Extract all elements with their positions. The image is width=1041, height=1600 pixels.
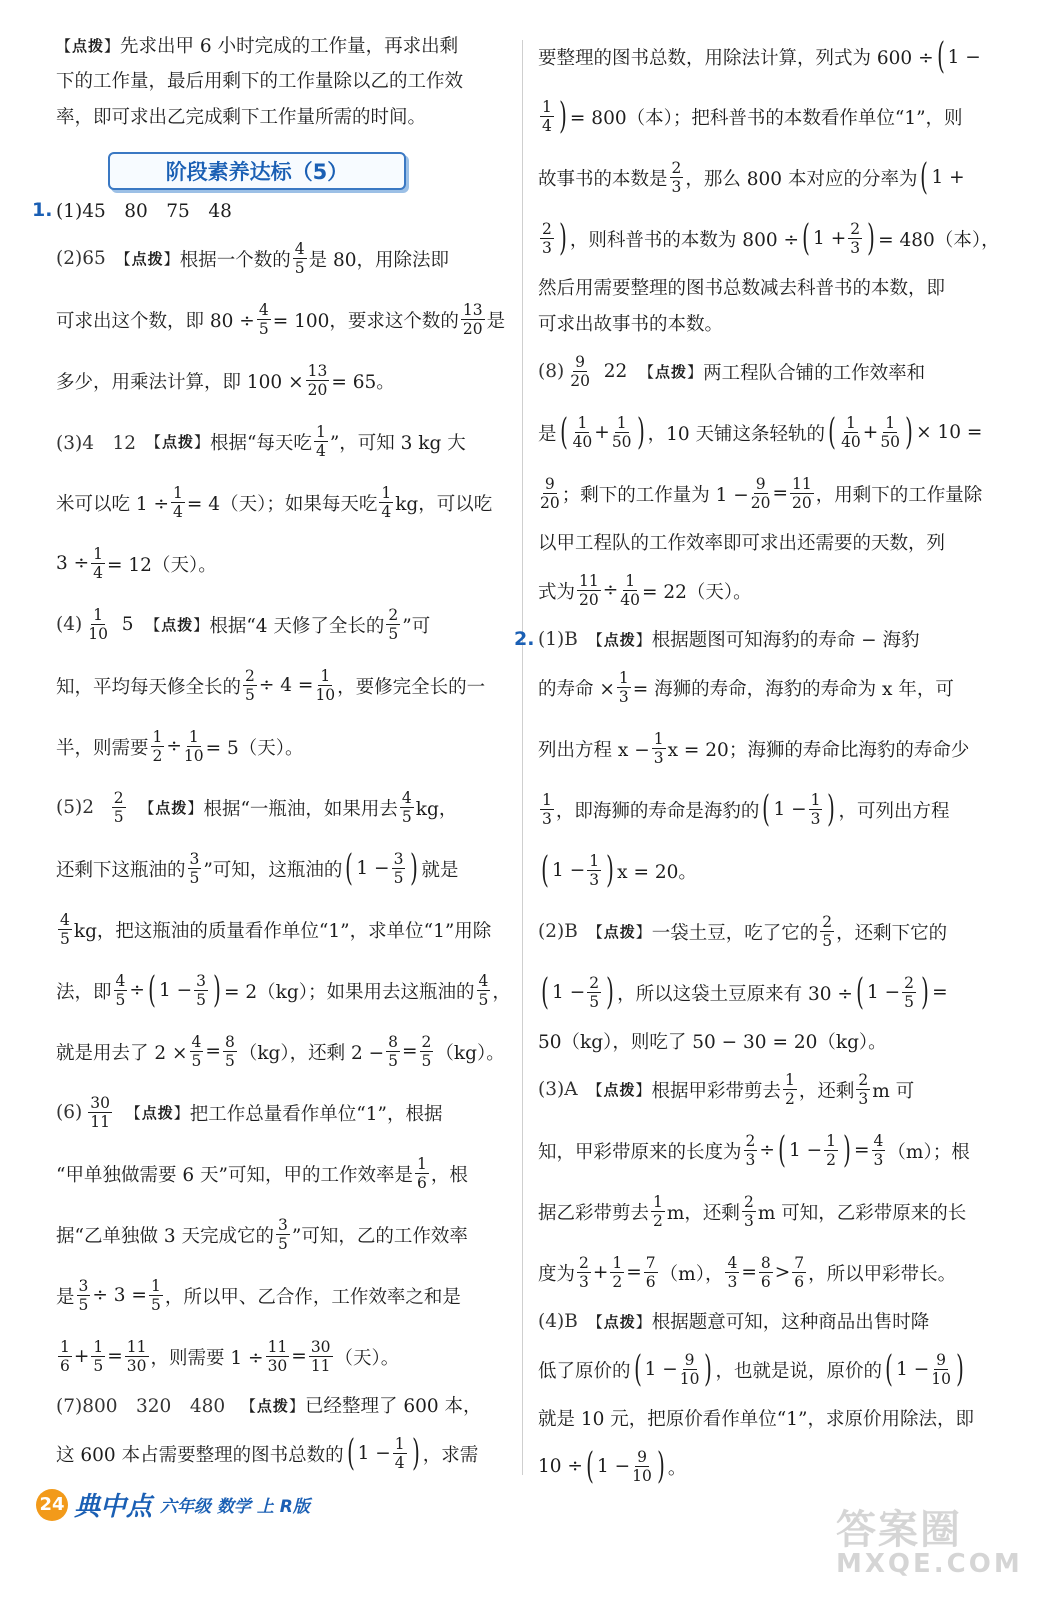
q1-part5-line2: 还剩下这瓶油的 3 5 ”可知，这瓶油的 ( 1 − 3 5 ) 就是 — [56, 847, 459, 889]
q1-part2-line3: 多少，用乘法计算，即 100 × $\frac{13}{20}$ = 65。 — [56, 361, 395, 399]
q1-part6-line4: 是 $\frac{3}{5}$ ÷ 3 = $\frac{1}{5}$ ，所以甲、乙合作，工作效率之和是 — [56, 1276, 461, 1314]
right-column — [514, 28, 1000, 1497]
q2-part2-line1: (2)B 【 点拨 】 一袋土豆，吃了它的 2 5 ，还剩下它的 — [538, 901, 990, 962]
q1-part7-cont-line5: 然后用需要整理的图书总数减去科普书的本数，即 — [538, 278, 946, 299]
hint-tag: 【 点拨 】 — [56, 35, 120, 56]
q1-part4-line3: 半，则需要 $\frac{1}{2}$ ÷ $\frac{1}{10}$ = 5（天）。 — [56, 727, 304, 765]
q1-part8-line1: (8) 9 20 22 【 点拨 】 两工程队合铺的工作效率和 — [538, 341, 990, 402]
q2-part3-line2: 知，甲彩带原来的长度为 $\frac{2}{3}$ ÷ ( 1 − 1 2 ) = $\frac{4}{3}$ （m）；根 — [538, 1129, 970, 1171]
watermark — [836, 1498, 1023, 1588]
q2-part1-line3: 列出方程 x − $\frac{1}{3}$ x = 20；海狮的寿命比海豹的寿命少 — [538, 729, 970, 767]
q2-part4-line3: 就是 10 元，把原价看作单位“1”，求原价用除法，即 — [538, 1409, 974, 1430]
q2-part1-line4: 1 3 ，即海狮的寿命是海豹的 ( 1 − 1 3 ) ，可列出方程 — [542, 788, 950, 830]
intro-line-2: 下的工作量，最后用剩下的工作量除以乙的工作效 — [56, 71, 464, 92]
q1-part7-cont-line6: 可求出故事书的本数。 — [538, 314, 724, 335]
q1-part3-line1: (3)4 12 【 点拨 】 根据“每天吃 1 4 ”，可知 3 kg 大 — [56, 411, 508, 472]
q1-part6-line3: 据“乙单独做 3 天完成它的 3 5 ”可知，乙的工作效率 — [56, 1215, 468, 1253]
q2-part4-line2: 低了原价的 ( 1 − 9 10 ) ，也就是说，原价的 ( 1 − 9 10 ) — [538, 1348, 964, 1390]
q1-part8-line2: 是 ( 1 40 + 1 50 ) ，10 天铺这条轻轨的 ( 1 40 + 1 50 ) × 10 = — [538, 411, 983, 453]
q2-part1-line5: ( 1 − 1 3 ) x = 20。 — [541, 849, 697, 891]
q2-part1-line1: 2. (1)B 【 点拨 】 根据题图可知海豹的寿命 − 海豹 — [538, 621, 990, 657]
page-number: 24 — [36, 1489, 68, 1521]
q1-part5-line1: (5)2 2 5 【 点拨 】 根据“一瓶油，如果用去 4 5 kg， — [56, 777, 508, 838]
q1-part6-line1: (6) 30 11 【 点拨 】 把工作总量看作单位“1”，根据 — [56, 1082, 508, 1143]
q1-part5-line4: 法，即 $\frac{4}{5}$ ÷ ( 1 − 3 5 ) = 2（kg）；如果用去这瓶油的 4 5 ， — [56, 969, 511, 1011]
left-column — [32, 28, 511, 1484]
watermark-line1: 答案圈 — [836, 1507, 962, 1553]
q1-part7-cont-line3: 故事书的本数是 2 3 ，那么 800 本对应的分率为 ( 1 + — [538, 156, 965, 198]
q1-part7-cont-line4: 2 3 ) ，则科普书的本数为 800 ÷ ( 1 + 2 3 ) = 480（本）， — [542, 217, 1000, 259]
question-number: 1. — [32, 199, 53, 221]
q1-part8-line4: 以甲工程队的工作效率即可求出还需要的天数，列 — [538, 533, 946, 554]
fraction: 4 5 — [294, 239, 305, 277]
q2-part3-line4: 度为 2 3 + $\frac{1}{2}$ = $\frac{7}{6}$ （m）， $\frac{4}{3}$ = $\frac{8}{6}$ > 7 6 ，所以甲彩带长。 — [538, 1253, 957, 1291]
section-title: 阶段素养达标（5） — [108, 152, 406, 190]
q2-part2-line3: 50（kg），则吃了 50 − 30 = 20（kg）。 — [538, 1032, 887, 1053]
q1-part7-line2: 这 600 本占需要整理的图书总数的 ( 1 − 1 4 ) ，求需 — [56, 1432, 479, 1474]
q1-part7-line1: (7)800 320 480 【 点拨 】 已经整理了 600 本， — [56, 1387, 508, 1423]
intro-line-1: 【 点拨 】 先求出甲 6 小时完成的工作量，再求出剩 — [56, 28, 508, 62]
q2-part4-line4: 10 ÷ ( 1 − 9 10 ) 。 — [538, 1445, 687, 1487]
q1-part5-line5: 就是用去了 2 × $\frac{4}{5}$ = $\frac{8}{5}$ （kg），还剩 2 − $\frac{8}{5}$ = $\frac{2}{5}$ （kg）。 — [56, 1032, 505, 1070]
q2-part3-line3: 据乙彩带剪去 1 2 m，还剩 2 3 m 可知，乙彩带原来的长 — [538, 1192, 967, 1230]
q1-part6-line5: 1 6 + $\frac{1}{5}$ = $\frac{11}{30}$ ，则需要 1 ÷ $\frac{11}{30}$ = $\frac{30}{11}$ （天）。 — [60, 1337, 400, 1375]
q1-part6-line2: “甲单独做需要 6 天”可知，甲的工作效率是 1 6 ，根 — [56, 1154, 468, 1192]
q1-part7-cont-line1: 要整理的图书总数，用除法计算，列式为 600 ÷ ( 1 − — [538, 36, 981, 77]
q2-part2-line2: ( 1 − 2 5 ) ，所以这袋土豆原来有 30 ÷ ( 1 − 2 5 ) = — [541, 971, 948, 1013]
q2-part3-line1: (3)A 【 点拨 】 根据甲彩带剪去 1 2 ，还剩 2 3 m 可 — [538, 1059, 990, 1120]
q1-part7-cont-line2: 1 4 ) = 800（本）；把科普书的本数看作单位“1”，则 — [542, 95, 963, 137]
book-title: 六年级 数学 上 R版 — [160, 1497, 310, 1517]
q1-part4-line2: 知，平均每天修全长的 $\frac{2}{5}$ ÷ 4 = $\frac{1}{10}$ ，要修完全长的一 — [56, 666, 486, 704]
q1-part4-line1: (4) 1 10 5 【 点拨 】 根据“4 天修了全长的 2 5 ”可 — [56, 594, 508, 655]
question-number: 2. — [514, 628, 535, 650]
q2-part4-line1: (4)B 【 点拨 】 根据题意可知，这种商品出售时降 — [538, 1303, 990, 1339]
watermark-line2: MXQE.COM — [836, 1549, 1023, 1579]
column-divider — [522, 40, 523, 1475]
q1-part2-line2: 可求出这个数，即 80 ÷ $\frac{4}{5}$ = 100，要求这个数的 13 20 是 — [56, 300, 506, 338]
q1-part8-line3: 9 20 ；剩下的工作量为 1 − $\frac{9}{20}$ = $\frac{11}{20}$ ，用剩下的工作量除 — [540, 474, 983, 512]
q1-part5-line3: 4 5 kg，把这瓶油的质量看作单位“1”，求单位“1”用除 — [60, 910, 492, 948]
intro-line-3: 率，即可求出乙完成剩下工作量所需的时间。 — [56, 107, 427, 128]
q2-part1-line2: 的寿命 × $\frac{1}{3}$ = 海狮的寿命，海豹的寿命为 x 年，可 — [538, 668, 954, 706]
q1-part3-line3: 3 ÷ $\frac{1}{4}$ = 12（天）。 — [56, 544, 217, 582]
q1-part1: 1. (1)45 80 75 48 — [32, 199, 232, 222]
q1-part8-line5: 式为 $\frac{11}{20}$ ÷ $\frac{1}{40}$ = 22（天）。 — [538, 571, 752, 609]
brand-logo: 典中点 — [74, 1492, 153, 1522]
q1-part2-line1: (2)65 【 点拨 】 根据一个数的 4 5 是 80，用除法即 — [56, 228, 508, 289]
q1-part3-line2: 米可以吃 1 ÷ $\frac{1}{4}$ = 4（天）；如果每天吃 1 4 kg，可以吃 — [56, 483, 493, 521]
page-footer — [36, 1486, 310, 1523]
